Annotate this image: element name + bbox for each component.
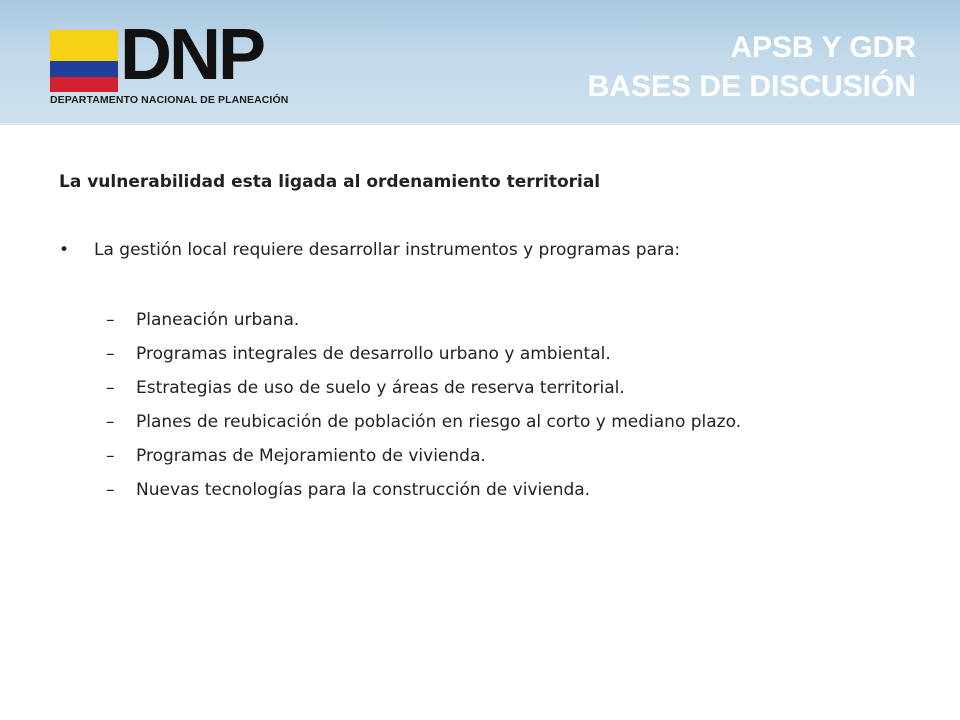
dash-symbol: – <box>106 344 115 364</box>
slide-title-line-2: BASES DE DISCUSIÓN <box>587 70 916 103</box>
dash-symbol: – <box>106 412 115 432</box>
list-item-text: Programas integrales de desarrollo urbano y ambiental. <box>136 344 611 364</box>
logo-wordmark: DNP <box>120 15 264 95</box>
list-item-text: Planeación urbana. <box>136 310 300 330</box>
dash-symbol: – <box>106 378 115 398</box>
logo-subtitle: DEPARTAMENTO NACIONAL DE PLANEACIÓN <box>50 94 289 106</box>
list-item-text: Estrategias de uso de suelo y áreas de reserva territorial. <box>136 378 625 398</box>
list-item-text: Programas de Mejoramiento de vivienda. <box>136 446 486 466</box>
bullet-symbol: • <box>59 240 70 260</box>
slide-title-line-1: APSB Y GDR <box>730 31 916 64</box>
list-item-text: Planes de reubicación de población en riesgo al corto y mediano plazo. <box>136 412 742 432</box>
dash-symbol: – <box>106 480 115 500</box>
bullet-text: La gestión local requiere desarrollar instrumentos y programas para: <box>94 240 681 260</box>
dash-symbol: – <box>106 446 115 466</box>
section-heading: La vulnerabilidad esta ligada al ordenamiento territorial <box>59 172 601 192</box>
dash-symbol: – <box>106 310 115 330</box>
list-item-text: Nuevas tecnologías para la construcción de vivienda. <box>136 480 591 500</box>
